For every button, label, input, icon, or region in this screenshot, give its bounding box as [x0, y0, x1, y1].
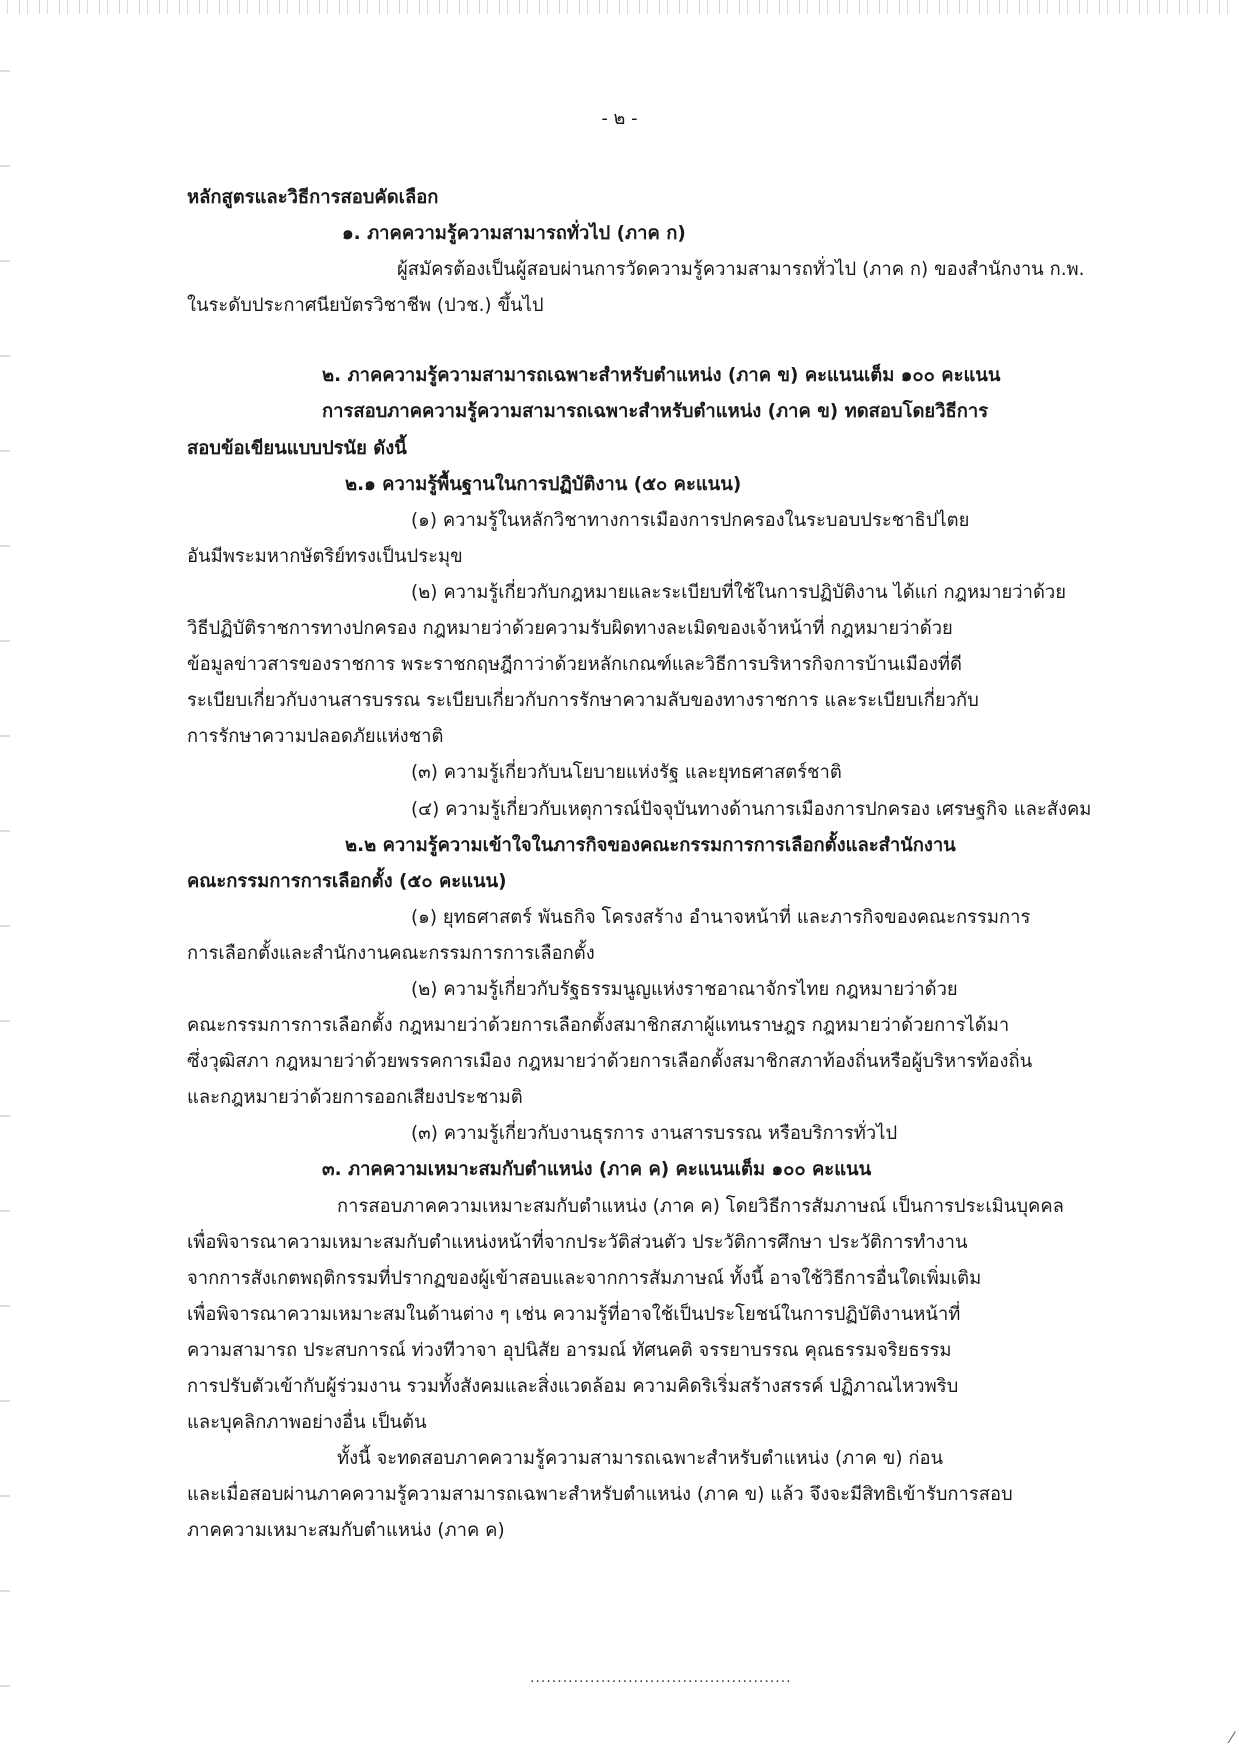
section-heading: หลักสูตรและวิธีการสอบคัดเลือก	[187, 187, 439, 208]
page-number: - ๒ -	[601, 108, 638, 129]
section-2-1-item-1a: (๑) ความรู้ในหลักวิชาทางการเมืองการปกครองในระบอบประชาธิปไตย	[411, 509, 970, 531]
section-3-text-5: ความสามารถ ประสบการณ์ ท่วงทีวาจา อุปนิสัย อารมณ์ ทัศนคติ จรรยาบรรณ คุณธรรมจริยธรรม	[187, 1339, 952, 1361]
section-2-text-2: สอบข้อเขียนแบบปรนัย ดังนี้	[187, 437, 407, 459]
section-2-2-title-b: คณะกรรมการการเลือกตั้ง (๕๐ คะแนน)	[187, 870, 507, 892]
section-1-text-2: ในระดับประกาศนียบัตรวิชาชีพ (ปวช.) ขึ้นไป	[187, 295, 544, 317]
section-1-title: ๑. ภาคความรู้ความสามารถทั่วไป (ภาค ก)	[342, 223, 686, 245]
section-2-2-item-1a: (๑) ยุทธศาสตร์ พันธกิจ โครงสร้าง อำนาจหน้าที่ และภารกิจของคณะกรรมการ	[411, 906, 1031, 928]
section-3-text-7: และบุคลิกภาพอย่างอื่น เป็นต้น	[187, 1412, 427, 1434]
section-2-2-item-2c: ซึ่งวุฒิสภา กฎหมายว่าด้วยพรรคการเมือง กฎหมายว่าด้วยการเลือกตั้งสมาชิกสภาท้องถิ่นหรือผู้บริหารท้องถิ่น	[187, 1051, 1033, 1073]
section-2-1-item-4: (๔) ความรู้เกี่ยวกับเหตุการณ์ปัจจุบันทางด้านการเมืองการปกครอง เศรษฐกิจ และสังคม	[411, 798, 1092, 820]
section-3-text-1: การสอบภาคความเหมาะสมกับตำแหน่ง (ภาค ค) โดยวิธีการสัมภาษณ์ เป็นการประเมินบุคคล	[337, 1195, 1064, 1217]
section-2-2-item-1b: การเลือกตั้งและสำนักงานคณะกรรมการการเลือกตั้ง	[187, 942, 595, 964]
spacer	[187, 324, 1132, 358]
section-3-text-2: เพื่อพิจารณาความเหมาะสมกับตำแหน่งหน้าที่จากประวัติส่วนตัว ประวัติการศึกษา ประวัติการทำงาน	[187, 1231, 968, 1253]
section-2-1-item-2b: วิธีปฏิบัติราชการทางปกครอง กฎหมายว่าด้วยความรับผิดทางละเมิดของเจ้าหน้าที่ กฎหมายว่าด้วย	[187, 618, 953, 640]
section-2-2-item-3: (๓) ความรู้เกี่ยวกับงานธุรการ งานสารบรรณ หรือบริการทั่วไป	[411, 1123, 898, 1145]
section-3-title: ๓. ภาคความเหมาะสมกับตำแหน่ง (ภาค ค) คะแนนเต็ม ๑๐๐ คะแนน	[322, 1159, 872, 1181]
section-2-1-item-2d: ระเบียบเกี่ยวกับงานสารบรรณ ระเบียบเกี่ยวกับการรักษาความลับของทางราชการ และระเบียบเกี่ยวกับ	[187, 690, 979, 712]
section-2-1-title: ๒.๑ ความรู้พื้นฐานในการปฏิบัติงาน (๕๐ คะแนน)	[345, 473, 742, 495]
section-2-2-item-2d: และกฎหมายว่าด้วยการออกเสียงประชามติ	[187, 1087, 523, 1109]
section-2-text-1: การสอบภาคความรู้ความสามารถเฉพาะสำหรับตำแหน่ง (ภาค ข) ทดสอบโดยวิธีการ	[322, 401, 989, 423]
note-text-1: ทั้งนี้ จะทดสอบภาคความรู้ความสามารถเฉพาะสำหรับตำแหน่ง (ภาค ข) ก่อน	[337, 1448, 944, 1470]
scan-artifact-top	[0, 0, 1239, 14]
section-3-text-4: เพื่อพิจารณาความเหมาะสมในด้านต่าง ๆ เช่น ความรู้ที่อาจใช้เป็นประโยชน์ในการปฏิบัติงานหน้าที่	[187, 1303, 961, 1325]
section-2-2-item-2a: (๒) ความรู้เกี่ยวกับรัฐธรรมนูญแห่งราชอาณาจักรไทย กฎหมายว่าด้วย	[411, 978, 958, 1000]
corner-scan-mark: ⁄	[1230, 1728, 1233, 1747]
note-text-3: ภาคความเหมาะสมกับตำแหน่ง (ภาค ค)	[187, 1520, 505, 1542]
section-2-2-item-2b: คณะกรรมการการเลือกตั้ง กฎหมายว่าด้วยการเลือกตั้งสมาชิกสภาผู้แทนราษฎร กฎหมายว่าด้วยการได้มา	[187, 1015, 1010, 1037]
section-2-2-title-a: ๒.๒ ความรู้ความเข้าใจในภารกิจของคณะกรรมการการเลือกตั้งและสำนักงาน	[345, 834, 956, 856]
end-of-document-mark: ................................................	[530, 1670, 792, 1686]
section-3-text-6: การปรับตัวเข้ากับผู้ร่วมงาน รวมทั้งสังคมและสิ่งแวดล้อม ความคิดริเริ่มสร้างสรรค์ ปฏิภาณไหวพริบ	[187, 1376, 959, 1397]
document-body	[187, 180, 1132, 1549]
section-2-1-item-1b: อันมีพระมหากษัตริย์ทรงเป็นประมุข	[187, 545, 463, 567]
section-1-text-1: ผู้สมัครต้องเป็นผู้สอบผ่านการวัดความรู้ความสามารถทั่วไป (ภาค ก) ของสำนักงาน ก.พ.	[397, 259, 1085, 281]
note-text-2: และเมื่อสอบผ่านภาคความรู้ความสามารถเฉพาะสำหรับตำแหน่ง (ภาค ข) แล้ว จึงจะมีสิทธิเข้ารับการสอบ	[187, 1484, 1013, 1506]
section-3-text-3: จากการสังเกตพฤติกรรมที่ปรากฏของผู้เข้าสอบและจากการสัมภาษณ์ ทั้งนี้ อาจใช้วิธีการอื่นใดเพิ่มเติม	[187, 1267, 982, 1289]
section-2-1-item-2c: ข้อมูลข่าวสารของราชการ พระราชกฤษฎีกาว่าด้วยหลักเกณฑ์และวิธีการบริหารกิจการบ้านเมืองที่ดี	[187, 654, 962, 676]
section-2-1-item-2e: การรักษาความปลอดภัยแห่งชาติ	[187, 726, 444, 748]
section-2-1-item-2a: (๒) ความรู้เกี่ยวกับกฎหมายและระเบียบที่ใช้ในการปฏิบัติงาน ได้แก่ กฎหมายว่าด้วย	[411, 581, 1066, 603]
scan-artifact-left	[0, 30, 10, 1730]
section-2-title: ๒. ภาคความรู้ความสามารถเฉพาะสำหรับตำแหน่ง (ภาค ข) คะแนนเต็ม ๑๐๐ คะแนน	[322, 365, 1001, 387]
section-2-1-item-3: (๓) ความรู้เกี่ยวกับนโยบายแห่งรัฐ และยุทธศาสตร์ชาติ	[411, 762, 842, 784]
